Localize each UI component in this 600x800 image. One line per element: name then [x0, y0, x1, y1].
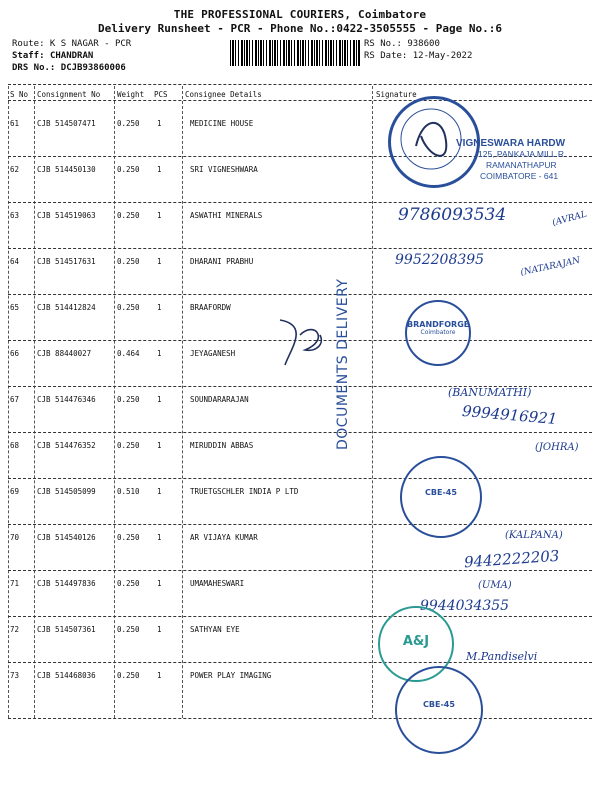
row-pcs: 1	[157, 119, 162, 128]
signature-name-63: (AVRAL	[551, 209, 589, 229]
row-pcs: 1	[157, 487, 162, 496]
col-header-pcs: PCS	[154, 90, 168, 99]
row-consignee: POWER PLAY IMAGING	[190, 671, 272, 680]
row-pcs: 1	[157, 257, 162, 266]
row-consignment: CJB 514476346	[37, 395, 96, 404]
row-sno: 70	[10, 533, 20, 542]
row-pcs: 1	[157, 625, 162, 634]
signature-phone-72: 9944034355	[420, 598, 510, 614]
row-consignment: CJB 514519063	[37, 211, 96, 220]
table-top-rule	[8, 84, 592, 85]
signature-phone-67: 9994916921	[461, 401, 559, 429]
row-consignment: CJB 514497836	[37, 579, 96, 588]
row-consignee: TRUETGSCHLER INDIA P LTD	[190, 487, 299, 496]
signature-scribble-icon	[270, 310, 340, 370]
vigneswara-line2: RAMANATHAPUR	[486, 160, 557, 170]
vigneswara-title: VIGNESWARA HARDW	[456, 138, 566, 149]
table-row	[0, 671, 600, 717]
row-pcs: 1	[157, 441, 162, 450]
row-consignment: CJB 514505099	[37, 487, 96, 496]
row-weight: 0.510	[117, 487, 140, 496]
signature-name-67: (BANUMATHI)	[448, 386, 532, 399]
row-consignee: DHARANI PRABHU	[190, 257, 254, 266]
signature-phone-63: 9786093534	[398, 205, 507, 225]
row-consignee: AR VIJAYA KUMAR	[190, 533, 258, 542]
row-pcs: 1	[157, 579, 162, 588]
row-sno: 72	[10, 625, 20, 634]
company-title: THE PROFESSIONAL COURIERS, Coimbatore	[173, 8, 427, 21]
row-sno: 66	[10, 349, 20, 358]
signature-phone-70: 9442222203	[463, 546, 560, 572]
rs-number: RS No.: 938600	[364, 39, 440, 49]
row-sno: 62	[10, 165, 20, 174]
vigneswara-line3: COIMBATORE - 641	[480, 171, 559, 181]
row-consignee: SOUNDARARAJAN	[190, 395, 249, 404]
row-weight: 0.250	[117, 303, 140, 312]
row-sno: 64	[10, 257, 20, 266]
row-consignment: CJB 514476352	[37, 441, 96, 450]
col-header-weight: Weight	[117, 90, 145, 99]
row-weight: 0.250	[117, 165, 140, 174]
row-consignment: CJB 88440027	[37, 349, 92, 358]
col-header-consignment: Consignment No	[37, 90, 101, 99]
col-header-signature: Signature	[376, 90, 417, 99]
row-weight: 0.250	[117, 211, 140, 220]
row-consignment: CJB 514450130	[37, 165, 96, 174]
rs-date: RS Date: 12-May-2022	[364, 51, 473, 61]
row-pcs: 1	[157, 165, 162, 174]
brandforge-name: BRANDFORGE	[407, 320, 470, 329]
row-consignee: ASWATHI MINERALS	[190, 211, 263, 220]
row-pcs: 1	[157, 211, 162, 220]
staff-label: Staff:	[12, 51, 45, 61]
table-bottom-rule	[8, 718, 592, 719]
row-consignee: SATHYAN EYE	[190, 625, 240, 634]
table-row	[0, 487, 600, 533]
row-consignee: MIRUDDIN ABBAS	[190, 441, 254, 450]
brandforge-stamp	[405, 300, 471, 366]
row-divider	[8, 570, 592, 571]
table-row	[0, 625, 600, 671]
col-header-consignee: Consignee Details	[185, 90, 262, 99]
row-sno: 65	[10, 303, 20, 312]
row-pcs: 1	[157, 533, 162, 542]
row-sno: 73	[10, 671, 20, 680]
row-weight: 0.464	[117, 349, 140, 358]
vigneswara-stamp	[456, 138, 600, 182]
staff-value: CHANDRAN	[49, 51, 94, 61]
row-divider	[8, 478, 592, 479]
signature-name-72: M.Pandiselvi	[466, 650, 538, 663]
row-divider	[8, 294, 592, 295]
row-consignment: CJB 514468036	[37, 671, 96, 680]
drs-value: DCJB93860006	[60, 63, 126, 73]
drs-label: DRS No.:	[12, 63, 56, 73]
row-pcs: 1	[157, 671, 162, 680]
row-divider	[8, 616, 592, 617]
row-consignee: SRI VIGNESHWARA	[190, 165, 258, 174]
row-sno: 67	[10, 395, 20, 404]
row-consignment: CJB 514540126	[37, 533, 96, 542]
documents-delivery-stamp: DOCUMENTS DELIVERY	[335, 278, 351, 450]
row-divider	[8, 524, 592, 525]
row-weight: 0.250	[117, 395, 140, 404]
row-consignee: BRAAFORDW	[190, 303, 231, 312]
row-consignee: JEYAGANESH	[190, 349, 236, 358]
table-row	[0, 211, 600, 257]
row-pcs: 1	[157, 349, 162, 358]
row-divider	[8, 248, 592, 249]
row-weight: 0.250	[117, 533, 140, 542]
row-consignment: CJB 514412824	[37, 303, 96, 312]
row-sno: 71	[10, 579, 20, 588]
brandforge-sub: Coimbatore	[420, 329, 456, 336]
barcode	[230, 40, 360, 66]
row-consignee: UMAMAHESWARI	[190, 579, 245, 588]
table-row	[0, 257, 600, 303]
row-divider	[8, 202, 592, 203]
signature-phone-64: 9952208395	[395, 252, 485, 268]
row-weight: 0.250	[117, 579, 140, 588]
vigneswara-line1: 125, PANKAJA MILL R	[478, 149, 564, 159]
signature-name-70: (KALPANA)	[505, 530, 563, 541]
route-label: Route: K S NAGAR - PCR	[12, 39, 132, 49]
truetzschler-code: CBE-45	[425, 488, 457, 497]
row-weight: 0.250	[117, 119, 140, 128]
row-consignee: MEDICINE HOUSE	[190, 119, 254, 128]
row-sno: 63	[10, 211, 20, 220]
row-pcs: 1	[157, 395, 162, 404]
row-consignment: CJB 514507471	[37, 119, 96, 128]
signature-name-64: (NATARAJAN	[519, 255, 582, 279]
aj-stamp-text: A&J	[402, 634, 430, 649]
table-row	[0, 441, 600, 487]
row-weight: 0.250	[117, 625, 140, 634]
row-consignment: CJB 514507361	[37, 625, 96, 634]
row-divider	[8, 432, 592, 433]
staff-row	[12, 50, 93, 62]
runsheet-subtitle: Delivery Runsheet - PCR - Phone No.:0422-3505555 - Page No.:6	[98, 22, 502, 35]
col-header-sno: S No	[10, 90, 29, 99]
power-play-code: CBE-45	[423, 700, 455, 709]
row-sno: 68	[10, 441, 20, 450]
drs-row	[12, 62, 126, 74]
row-weight: 0.250	[117, 671, 140, 680]
row-weight: 0.250	[117, 441, 140, 450]
signature-name-68: (JOHRA)	[535, 442, 579, 453]
row-consignment: CJB 514517631	[37, 257, 96, 266]
signature-name-71: (UMA)	[478, 580, 512, 591]
row-sno: 69	[10, 487, 20, 496]
truetzschler-stamp	[400, 456, 482, 538]
header-rule	[8, 100, 592, 101]
row-sno: 61	[10, 119, 20, 128]
power-play-stamp	[395, 666, 483, 754]
row-weight: 0.250	[117, 257, 140, 266]
row-pcs: 1	[157, 303, 162, 312]
